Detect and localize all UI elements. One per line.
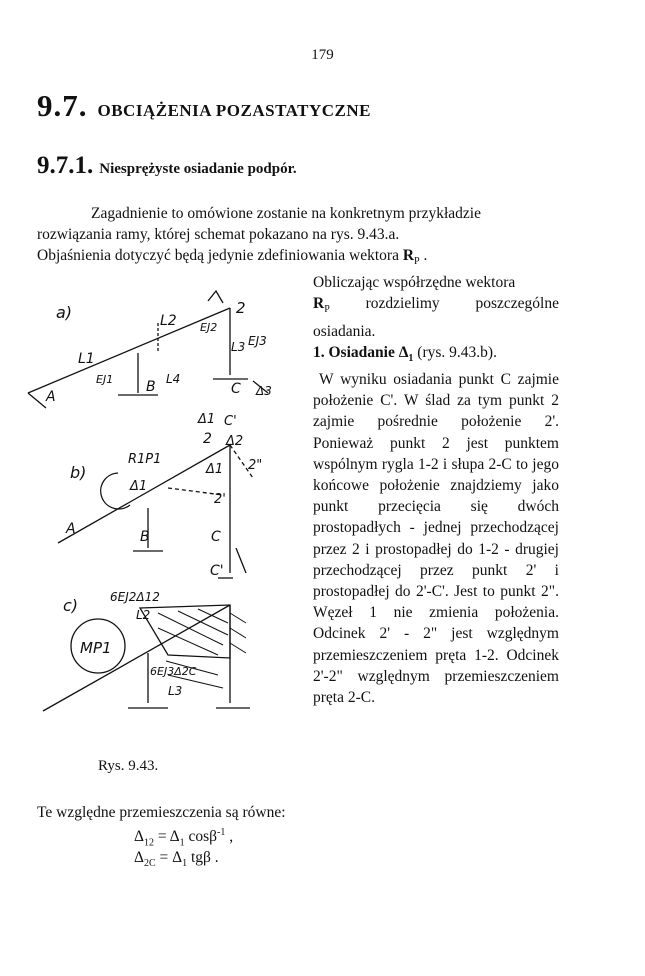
right-item-heading: 1. Osiadanie $\Delta_1$ (rys. 9.43.b).: [313, 343, 497, 364]
label-delta1-a: Δ1: [198, 412, 216, 427]
label-6EJ2: 6EJ2Δ12: [110, 590, 160, 604]
label-Cprime-b: C': [210, 563, 224, 579]
right-para-1: Obliczając współrzędne wektora $R_P$ rozdzielimy poszczególne osiadania.: [313, 274, 559, 340]
structural-figure: [18, 283, 288, 733]
intro-paragraph: [37, 203, 557, 272]
right-body: W wyniku osiadania punkt C zajmie położenie C'. W ślad za tym punkt 2 zajmie pośrednie położenie 2'. Ponieważ punkt 2 jest punktem wspólnym rygla 1-2 i słupa 2-C to jego końcowe położenie znajdziemy jako punkt przecięcia się dwóch prostopadłych - jednej przechodzącej przez 2 i prostopadłej do 1-2 - drugiej przechodzącej przez punkt 2' i prostopadłej do 2'-C'. Jest to punkt 2". Węzeł 1 nie zmienia położenia. Odcinek 2' - 2" jest względnym przemieszczeniem pręta 1-2. Odcinek 2'-2" względnym przemieszczeniem pręta 2-C.: [313, 371, 559, 707]
equation-2: $\Delta_{2C} = \Delta_1$ tgβ .: [134, 849, 219, 870]
page-number: 179: [311, 47, 334, 63]
label-L1: L1: [78, 351, 95, 367]
label-delta1-b2: Δ1: [130, 479, 148, 494]
equations-intro: Te względne przemieszczenia są równe:: [37, 804, 286, 821]
label-A-a: A: [46, 389, 56, 405]
label-EJ2: EJ2: [200, 321, 218, 334]
label-B-b: B: [140, 529, 150, 545]
label-L4: L4: [166, 372, 181, 386]
subsection-heading: [37, 152, 297, 180]
node-2pp: 2": [248, 458, 263, 473]
label-MP1: MP1: [80, 639, 112, 657]
subsection-number: 9.7.1.: [37, 152, 94, 179]
equation-1: $\Delta_{12} = \Delta_1$ cosβ$^{-1}$ ,: [134, 827, 234, 849]
label-L2: L2: [160, 313, 177, 329]
label-a: a): [56, 303, 73, 322]
section-heading: [37, 88, 371, 124]
label-6EJ3: 6EJ3Δ2C: [150, 665, 197, 678]
label-EJ3: EJ3: [248, 334, 267, 348]
node-2-a: 2: [236, 299, 246, 317]
label-Cprime-a: C': [224, 414, 237, 429]
label-delta3: Δ3: [256, 384, 272, 398]
intro-line-3: Objaśnienia dotyczyć będą jedynie zdefiniowania wektora $R_P$ .: [37, 247, 428, 268]
section-number: 9.7.: [37, 88, 88, 123]
node-2-b: 2: [203, 431, 212, 447]
label-c: c): [63, 596, 79, 615]
label-C-b: C: [211, 529, 221, 545]
right-column-text: [313, 272, 559, 708]
label-R1P1: R1P1: [128, 452, 162, 467]
node-2p: 2': [214, 492, 226, 507]
label-A-b: A: [66, 521, 76, 537]
subsection-title: Niesprężyste osiadanie podpór.: [99, 161, 297, 177]
label-EJ1: EJ1: [96, 373, 114, 386]
figure-caption: Rys. 9.43.: [98, 758, 159, 774]
label-L3: L3: [231, 340, 246, 354]
label-L3-c: L3: [168, 684, 183, 698]
label-B-a: B: [146, 379, 156, 395]
label-b: b): [70, 463, 87, 482]
label-L2-c: L2: [136, 608, 151, 622]
intro-line-2: rozwiązania ramy, której schemat pokazano na rys. 9.43.a.: [37, 226, 400, 243]
intro-line-1: Zagadnienie to omówione zostanie na konkretnym przykładzie: [91, 205, 481, 222]
label-delta1-b: Δ1: [206, 462, 224, 477]
section-title: OBCIĄŻENIA POZASTATYCZNE: [97, 101, 372, 120]
label-delta2: Δ2: [226, 434, 244, 449]
label-C-a: C: [231, 381, 241, 397]
